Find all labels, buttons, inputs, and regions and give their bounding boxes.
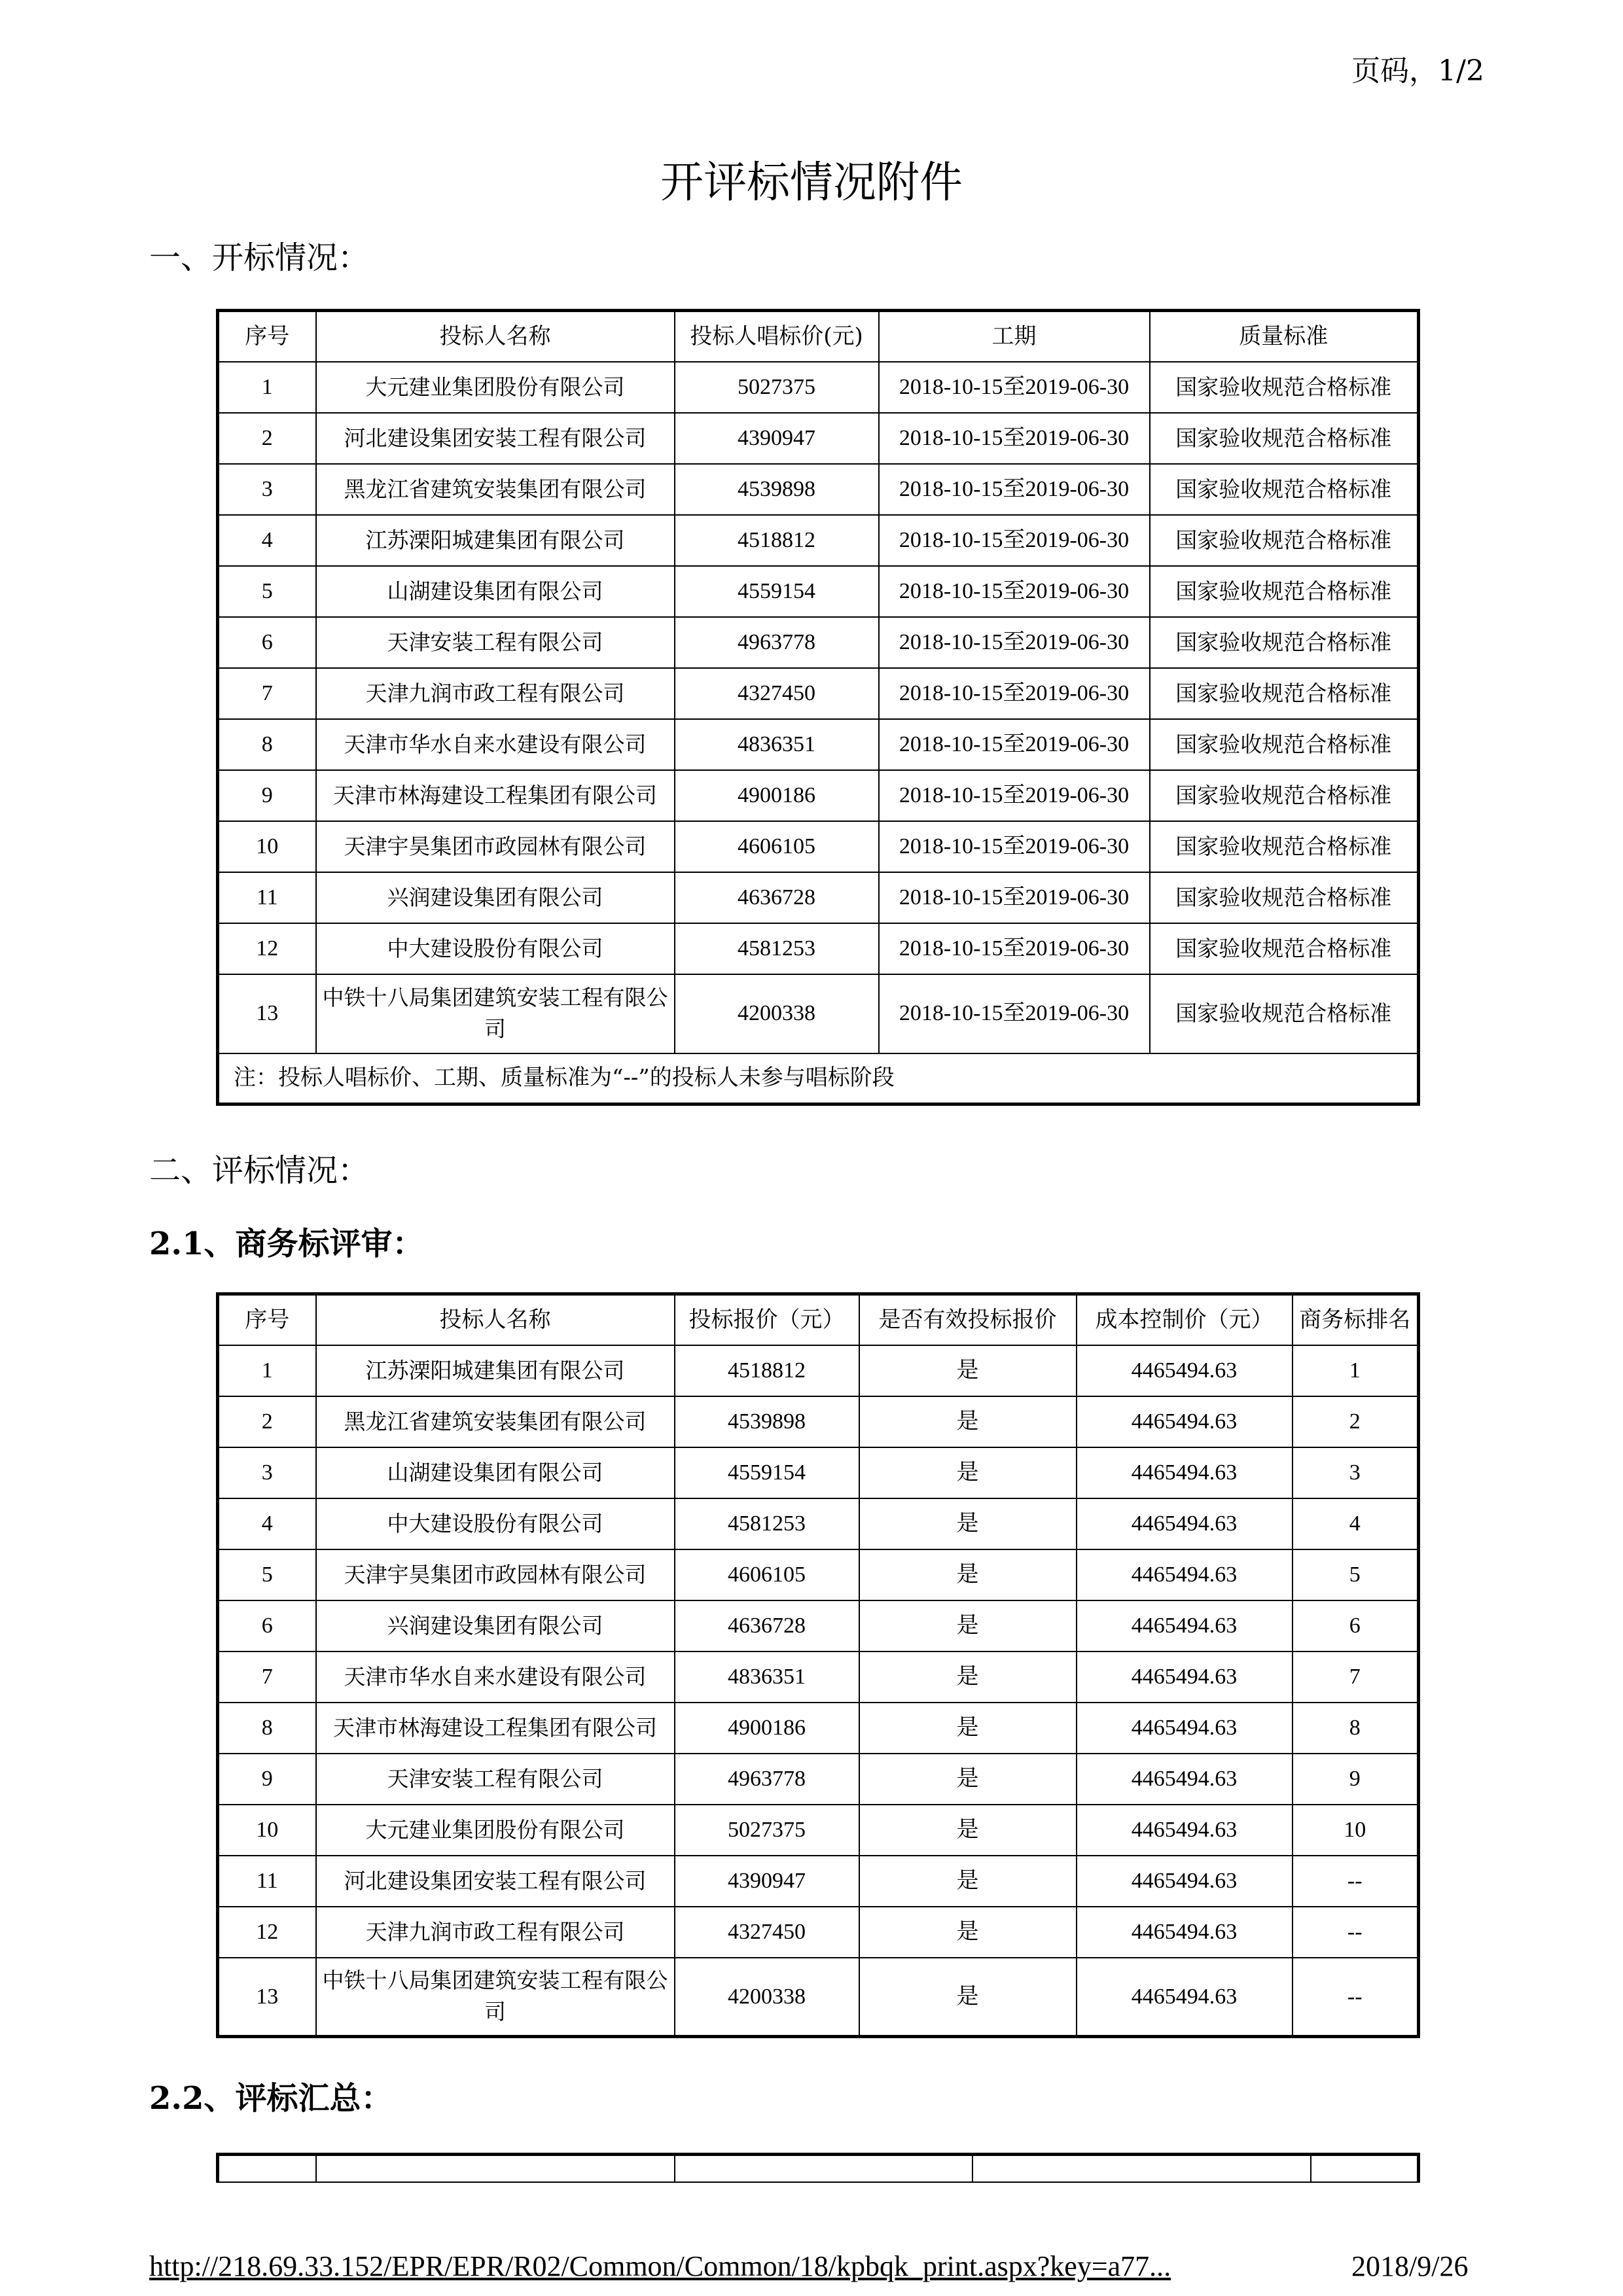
table-cell: 4963778 (675, 1754, 859, 1805)
table-cell: -- (1293, 1958, 1419, 2037)
table-cell: 4518812 (675, 515, 879, 566)
table-cell: 是 (859, 1651, 1077, 1703)
table-cell: 5 (218, 1549, 316, 1600)
table-cell: 8 (1293, 1703, 1419, 1754)
table-row (218, 923, 1419, 974)
table-cell: 4836351 (675, 1651, 859, 1703)
table-cell (218, 2155, 316, 2182)
table-cell: 中铁十八局集团建筑安装工程有限公司 (316, 1958, 675, 2037)
table-row (218, 1549, 1419, 1600)
table-cell: 2018-10-15至2019-06-30 (879, 821, 1150, 872)
table-cell: 4 (218, 515, 316, 566)
table-cell: 9 (1293, 1754, 1419, 1805)
table-row (218, 464, 1419, 515)
table-cell: 中大建设股份有限公司 (316, 923, 675, 974)
table-cell: -- (1293, 1907, 1419, 1958)
table-cell: 7 (218, 668, 316, 719)
table-cell: 4963778 (675, 617, 879, 668)
table-cell: 天津安装工程有限公司 (316, 617, 675, 668)
table-cell: 4636728 (675, 1600, 859, 1651)
table-cell: 4465494.63 (1077, 1703, 1293, 1754)
col-header: 质量标准 (1150, 311, 1419, 362)
table-cell: 是 (859, 1549, 1077, 1600)
table-row (218, 1498, 1419, 1549)
table-cell: 1 (218, 1345, 316, 1396)
table-cell: 11 (218, 872, 316, 923)
section-2-1-heading: 2.1、商务标评审： (149, 1226, 424, 1262)
table-cell: 4581253 (675, 923, 879, 974)
table-cell: 1 (1293, 1345, 1419, 1396)
table-cell: 4465494.63 (1077, 1549, 1293, 1600)
table-cell: 5 (218, 566, 316, 617)
table-cell: 2018-10-15至2019-06-30 (879, 362, 1150, 413)
table-cell: 2018-10-15至2019-06-30 (879, 515, 1150, 566)
table-cell: 国家验收规范合格标准 (1150, 668, 1419, 719)
table-cell: 2018-10-15至2019-06-30 (879, 770, 1150, 821)
table-cell: -- (1293, 1856, 1419, 1907)
table-cell: 大元建业集团股份有限公司 (316, 1805, 675, 1856)
table-cell: 7 (1293, 1651, 1419, 1703)
table-cell: 4465494.63 (1077, 1447, 1293, 1498)
table-cell: 4539898 (675, 464, 879, 515)
table-cell: 1 (218, 362, 316, 413)
table-cell (675, 2155, 972, 2182)
col-header: 投标人名称 (316, 311, 675, 362)
table-cell: 2018-10-15至2019-06-30 (879, 719, 1150, 770)
table-row (218, 770, 1419, 821)
table-cell: 是 (859, 1447, 1077, 1498)
table-cell: 4465494.63 (1077, 1856, 1293, 1907)
table-cell: 9 (218, 1754, 316, 1805)
table-cell: 6 (218, 1600, 316, 1651)
table-cell: 国家验收规范合格标准 (1150, 617, 1419, 668)
table-cell: 2 (1293, 1396, 1419, 1447)
section-2-2-heading: 2.2、评标汇总： (149, 2080, 393, 2117)
table-cell: 江苏溧阳城建集团有限公司 (316, 515, 675, 566)
table-cell: 河北建设集团安装工程有限公司 (316, 1856, 675, 1907)
col-header: 投标人名称 (316, 1294, 675, 1345)
footer-date: 2018/9/26 (1351, 2250, 1469, 2282)
table-cell: 是 (859, 1600, 1077, 1651)
table-cell: 2018-10-15至2019-06-30 (879, 974, 1150, 1053)
col-header: 商务标排名 (1293, 1294, 1419, 1345)
table-cell: 黑龙江省建筑安装集团有限公司 (316, 464, 675, 515)
table-cell: 4465494.63 (1077, 1651, 1293, 1703)
col-header: 是否有效投标报价 (859, 1294, 1077, 1345)
table-cell: 中铁十八局集团建筑安装工程有限公司 (316, 974, 675, 1053)
table-cell: 2 (218, 413, 316, 464)
table-row (218, 1447, 1419, 1498)
table-cell: 是 (859, 1958, 1077, 2037)
table-cell: 是 (859, 1703, 1077, 1754)
table-row (218, 362, 1419, 413)
table-cell: 6 (218, 617, 316, 668)
table-cell: 国家验收规范合格标准 (1150, 362, 1419, 413)
table-cell: 中大建设股份有限公司 (316, 1498, 675, 1549)
table-cell: 山湖建设集团有限公司 (316, 1447, 675, 1498)
table-cell: 4327450 (675, 1907, 859, 1958)
table-cell: 4 (1293, 1498, 1419, 1549)
col-header: 投标人唱标价(元) (675, 311, 879, 362)
table-row (218, 1703, 1419, 1754)
table-header-row (218, 311, 1419, 362)
table-cell: 国家验收规范合格标准 (1150, 872, 1419, 923)
table-cell: 10 (218, 821, 316, 872)
table-cell: 是 (859, 1805, 1077, 1856)
table-cell: 天津市林海建设工程集团有限公司 (316, 1703, 675, 1754)
table-cell: 4390947 (675, 1856, 859, 1907)
table-row (218, 668, 1419, 719)
table-row (218, 566, 1419, 617)
table-cell: 国家验收规范合格标准 (1150, 974, 1419, 1053)
table-cell: 4581253 (675, 1498, 859, 1549)
table-cell: 2018-10-15至2019-06-30 (879, 617, 1150, 668)
table-cell: 4606105 (675, 1549, 859, 1600)
section-2-heading: 二、评标情况： (149, 1152, 370, 1189)
table-cell: 国家验收规范合格标准 (1150, 923, 1419, 974)
table-cell: 4518812 (675, 1345, 859, 1396)
table-row (218, 1907, 1419, 1958)
table-cell (316, 2155, 675, 2182)
table-cell: 4465494.63 (1077, 1600, 1293, 1651)
table-row (218, 872, 1419, 923)
table-cell: 是 (859, 1396, 1077, 1447)
table-cell: 2018-10-15至2019-06-30 (879, 872, 1150, 923)
document-title: 开评标情况附件 (660, 157, 963, 207)
table-cell: 13 (218, 974, 316, 1053)
table-cell: 6 (1293, 1600, 1419, 1651)
table-cell: 11 (218, 1856, 316, 1907)
table-cell: 天津市华水自来水建设有限公司 (316, 1651, 675, 1703)
table-row (218, 1600, 1419, 1651)
table-cell: 4465494.63 (1077, 1345, 1293, 1396)
table-cell: 江苏溧阳城建集团有限公司 (316, 1345, 675, 1396)
col-header: 工期 (879, 311, 1150, 362)
table-cell: 4836351 (675, 719, 879, 770)
table-cell (1311, 2155, 1419, 2182)
table-row (218, 413, 1419, 464)
table-cell: 是 (859, 1856, 1077, 1907)
table-cell: 兴润建设集团有限公司 (316, 872, 675, 923)
table-row (218, 515, 1419, 566)
table-cell: 4559154 (675, 566, 879, 617)
table-header-row (218, 2155, 1419, 2182)
bid-opening-table (216, 309, 1420, 1106)
table-row (218, 1856, 1419, 1907)
section-1-heading: 一、开标情况： (149, 239, 370, 276)
table-cell: 4636728 (675, 872, 879, 923)
table-cell: 4539898 (675, 1396, 859, 1447)
table-cell: 是 (859, 1498, 1077, 1549)
table-cell: 是 (859, 1345, 1077, 1396)
table-cell: 4465494.63 (1077, 1805, 1293, 1856)
col-header: 序号 (218, 1294, 316, 1345)
col-header: 成本控制价（元） (1077, 1294, 1293, 1345)
table-cell: 4465494.63 (1077, 1958, 1293, 2037)
table-cell: 天津宇昊集团市政园林有限公司 (316, 821, 675, 872)
table-cell: 4606105 (675, 821, 879, 872)
table-cell: 5027375 (675, 1805, 859, 1856)
table-cell: 4 (218, 1498, 316, 1549)
table-cell: 天津九润市政工程有限公司 (316, 668, 675, 719)
table-cell: 4559154 (675, 1447, 859, 1498)
table-note-row (218, 1053, 1419, 1104)
table-cell: 兴润建设集团有限公司 (316, 1600, 675, 1651)
table-cell: 2018-10-15至2019-06-30 (879, 566, 1150, 617)
table-cell: 2018-10-15至2019-06-30 (879, 413, 1150, 464)
table-cell: 国家验收规范合格标准 (1150, 719, 1419, 770)
table-cell: 12 (218, 923, 316, 974)
table-cell: 13 (218, 1958, 316, 2037)
table-cell: 天津市林海建设工程集团有限公司 (316, 770, 675, 821)
table-cell: 国家验收规范合格标准 (1150, 464, 1419, 515)
table-row (218, 617, 1419, 668)
table-cell: 天津市华水自来水建设有限公司 (316, 719, 675, 770)
table-cell: 天津九润市政工程有限公司 (316, 1907, 675, 1958)
table-row (218, 1754, 1419, 1805)
footer-url-link[interactable]: http://218.69.33.152/EPR/EPR/R02/Common/Common/18/kpbqk_print.aspx?key=a77... (149, 2250, 1171, 2282)
table-cell: 3 (1293, 1447, 1419, 1498)
table-cell: 大元建业集团股份有限公司 (316, 362, 675, 413)
table-cell: 2 (218, 1396, 316, 1447)
table-cell: 国家验收规范合格标准 (1150, 413, 1419, 464)
table-cell: 3 (218, 464, 316, 515)
table-cell: 4390947 (675, 413, 879, 464)
table-row (218, 719, 1419, 770)
table-cell: 7 (218, 1651, 316, 1703)
table-row (218, 1958, 1419, 2037)
table-cell: 10 (1293, 1805, 1419, 1856)
table-cell: 国家验收规范合格标准 (1150, 566, 1419, 617)
table-header-row (218, 1294, 1419, 1345)
table-cell: 天津宇昊集团市政园林有限公司 (316, 1549, 675, 1600)
table-cell: 4327450 (675, 668, 879, 719)
table-row (218, 1396, 1419, 1447)
table-row (218, 821, 1419, 872)
table-cell: 4900186 (675, 1703, 859, 1754)
table-cell: 国家验收规范合格标准 (1150, 515, 1419, 566)
col-header: 序号 (218, 311, 316, 362)
table-cell: 河北建设集团安装工程有限公司 (316, 413, 675, 464)
table-cell: 山湖建设集团有限公司 (316, 566, 675, 617)
table-cell: 2018-10-15至2019-06-30 (879, 668, 1150, 719)
table-cell: 5 (1293, 1549, 1419, 1600)
table-cell: 4200338 (675, 974, 879, 1053)
table-cell: 是 (859, 1907, 1077, 1958)
table-cell: 8 (218, 719, 316, 770)
page-number: 页码，1/2 (1351, 54, 1484, 88)
table-cell: 国家验收规范合格标准 (1150, 770, 1419, 821)
table-cell: 8 (218, 1703, 316, 1754)
table-cell: 4465494.63 (1077, 1396, 1293, 1447)
table-cell: 黑龙江省建筑安装集团有限公司 (316, 1396, 675, 1447)
table-cell: 4200338 (675, 1958, 859, 2037)
table-cell: 5027375 (675, 362, 879, 413)
table-row (218, 1805, 1419, 1856)
table-cell: 12 (218, 1907, 316, 1958)
evaluation-summary-table (216, 2153, 1420, 2183)
table-cell: 4465494.63 (1077, 1498, 1293, 1549)
table-cell: 10 (218, 1805, 316, 1856)
table-cell: 4465494.63 (1077, 1907, 1293, 1958)
table-row (218, 974, 1419, 1053)
table-cell: 2018-10-15至2019-06-30 (879, 923, 1150, 974)
table-cell: 国家验收规范合格标准 (1150, 821, 1419, 872)
table-row (218, 1651, 1419, 1703)
table-cell: 4465494.63 (1077, 1754, 1293, 1805)
table-cell: 是 (859, 1754, 1077, 1805)
table-cell (972, 2155, 1311, 2182)
table-cell: 3 (218, 1447, 316, 1498)
table-cell: 天津安装工程有限公司 (316, 1754, 675, 1805)
table-cell: 2018-10-15至2019-06-30 (879, 464, 1150, 515)
table-note: 注：投标人唱标价、工期、质量标准为“--”的投标人未参与唱标阶段 (218, 1053, 1419, 1104)
table-cell: 9 (218, 770, 316, 821)
table-row (218, 1345, 1419, 1396)
col-header: 投标报价（元） (675, 1294, 859, 1345)
table-cell: 4900186 (675, 770, 879, 821)
commercial-review-table (216, 1292, 1420, 2038)
